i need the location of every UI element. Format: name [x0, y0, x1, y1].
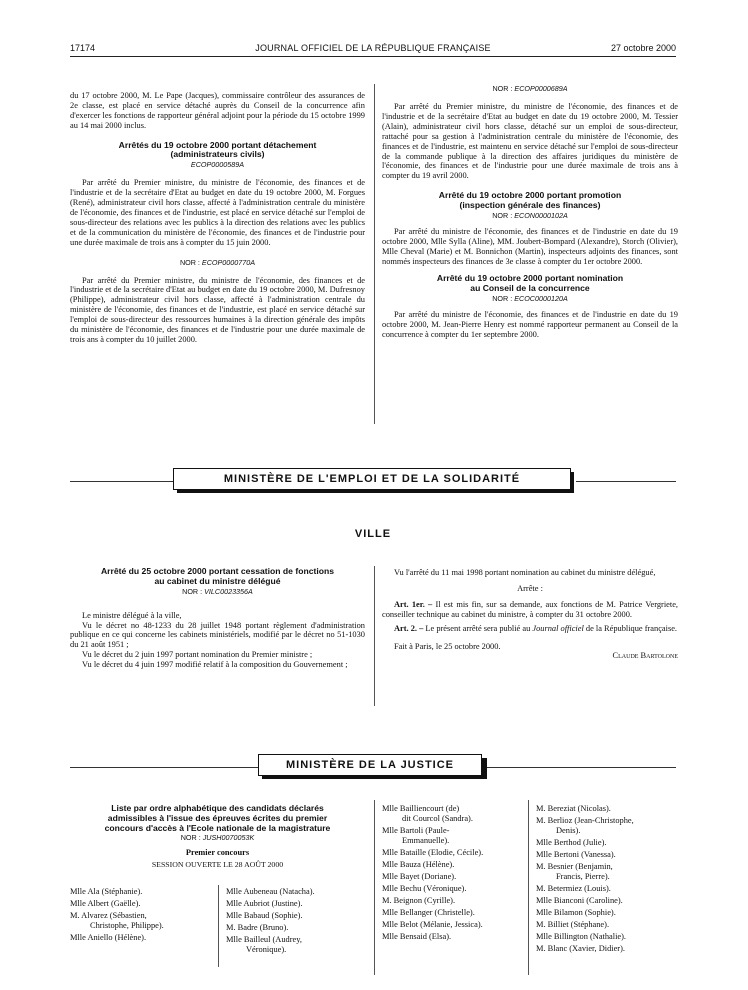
- candidate-entry: [382, 872, 522, 882]
- nor-reference: [382, 211, 678, 221]
- candidate-name-continued: Véronique).: [246, 945, 287, 954]
- candidate-entry: [70, 933, 210, 943]
- nor-reference: [70, 160, 365, 170]
- candidate-entry: [226, 923, 371, 933]
- candidate-name: Mlle Ala (Stéphanie).: [70, 887, 143, 896]
- nor-label: NOR :: [492, 210, 513, 220]
- candidate-entry: [226, 935, 371, 955]
- nor-label: NOR :: [182, 586, 203, 596]
- candidate-name-continued: Christophe, Philippe).: [90, 921, 164, 930]
- candidate-name: Mlle Bechu (Véronique).: [382, 884, 467, 893]
- candidate-entry: [70, 887, 210, 897]
- issue-date: 27 octobre 2000: [610, 43, 676, 53]
- decree-heading-line1: Arrêté du 19 octobre 2000 portant promotion: [438, 190, 622, 201]
- list-divider: [218, 885, 219, 967]
- nor-code: ECOP0000770A: [201, 257, 256, 267]
- candidate-entry: [382, 860, 522, 870]
- candidate-name: Mlle Bellanger (Christelle).: [382, 908, 475, 917]
- candidate-list-col3: [382, 804, 522, 944]
- rule-left: [70, 481, 173, 482]
- candidate-name: M. Alvarez (Sébastien,: [70, 911, 147, 920]
- candidate-name-continued: dit Courcol (Sandra).: [402, 814, 473, 823]
- nor-code: ECOP0000689A: [514, 84, 568, 93]
- candidate-entry: [536, 932, 678, 942]
- candidate-entry: [536, 850, 678, 860]
- article-1: [382, 600, 678, 620]
- article-label: Art. 1er. –: [394, 599, 433, 609]
- list-heading-line2: admissibles à l'issue des épreuves écrites du premier: [107, 812, 328, 823]
- candidate-name: Mlle Bataille (Elodie, Cécile).: [382, 848, 484, 857]
- candidate-name-continued: Denis).: [556, 826, 581, 835]
- intro-paragraph: du 17 octobre 2000, M. Le Pape (Jacques), commissaire contrôleur des assurances de 2e classe, est placé en service détaché auprès du Conseil de la concurrence afin d'exercer les fonctions de rapporteur général adjoint pour la période du 15 octobre 1999 au 14 mai 2000 inclus.: [70, 91, 365, 130]
- candidate-name: Mlle Bertoni (Vanessa).: [536, 850, 616, 859]
- candidate-name: M. Berlioz (Jean-Christophe,: [536, 816, 634, 825]
- candidate-name: Mlle Aniello (Hélène).: [70, 933, 147, 942]
- list-heading-line1: Liste par ordre alphabétique des candidats déclarés: [111, 803, 324, 813]
- article-text: Il est mis fin, sur sa demande, aux fonctions de M. Patrice Vergriete, conseiller technique au cabinet du ministre, à compter du 31 octobre 2000.: [382, 599, 679, 619]
- candidate-entry: [70, 899, 210, 909]
- candidate-name: Mlle Bensaid (Elsa).: [382, 932, 452, 941]
- candidate-entry: [536, 838, 678, 848]
- decree-paragraph: Par arrêté du ministre de l'économie, des finances et de l'industrie en date du 19 octobre 2000, M. Jean-Pierre Henry est nommé rapporteur permanent au Conseil de la concurrence à compter du 1er septembre 2000.: [382, 310, 678, 339]
- signing-place-date: Fait à Paris, le 25 octobre 2000.: [394, 641, 501, 651]
- candidate-entry: [382, 896, 522, 906]
- decree-paragraph: Par arrêté du ministre de l'économie, des finances et de l'industrie en date du 19 octobre 2000, Mlle Sylla (Aline), MM. Joubert-Bompard (Alexandre), Storch (Olivier), Mlle Cheval (Marie) et M. Bonnichon (Martin), inspecteurs adjoints des finances, sont nommés inspecteurs des finances de 3e classe à compter du 1er octobre 2000.: [382, 226, 678, 266]
- page-header: [70, 38, 676, 54]
- candidate-entry: [536, 896, 678, 906]
- candidate-entry: [382, 920, 522, 930]
- decree-heading-line1: Arrêtés du 19 octobre 2000 portant détachement: [118, 139, 317, 150]
- nor-code: ECOP0000589A: [190, 160, 245, 170]
- nor-reference: [382, 294, 678, 304]
- nor-reference: [70, 833, 365, 843]
- candidate-entry: [226, 887, 371, 897]
- decree-paragraph: Par arrêté du Premier ministre, du ministre de l'économie, des finances et de l'industrie et de la secrétaire d'Etat au budget en date du 19 octobre 2000, M. Tessier (Alain), administrateur civil hors classe, détaché sur un emploi de sous-directeur, rattaché pour sa gestion à l'administration centrale du ministère de l'économie, des finances et de l'industrie, est maintenu en service détaché sur l'emploi de sous-directeur de la commande publique à la direction des affaires juridiques du ministère de l'économie, des finances et de l'industrie pour une durée maximale de trois ans à compter du 19 avril 2000.: [382, 102, 678, 181]
- column-divider: [374, 566, 375, 706]
- decree-paragraph: Par arrêté du Premier ministre, du ministre de l'économie, des finances et de l'industrie et de la secrétaire d'Etat au budget en date du 19 octobre 2000, M. Dufresnoy (Philippe), administrateur civil hors classe, affecté à l'administration centrale du ministère de l'économie, des finances et de l'industrie, est placé en service détaché sur l'emploi de sous-directeur des ressources humaines à la direction générale des impôts du ministère de l'économie, des finances et de l'industrie pour une durée maximale de trois ans à compter du 10 juillet 2000.: [70, 275, 365, 344]
- nor-reference: [70, 587, 365, 597]
- candidate-name: Mlle Bilamon (Sophie).: [536, 908, 616, 917]
- candidate-entry: [536, 884, 678, 894]
- article-text: de la République française.: [583, 623, 678, 633]
- section-title: VILLE: [354, 528, 392, 540]
- candidate-name: Mlle Aubriot (Justine).: [226, 899, 303, 908]
- candidate-entry: [226, 911, 371, 921]
- candidate-name: Mlle Berthod (Julie).: [536, 838, 607, 847]
- candidate-name: Mlle Bianconi (Caroline).: [536, 896, 623, 905]
- list-divider: [528, 800, 529, 975]
- candidate-entry: [382, 848, 522, 858]
- candidate-entry: [226, 899, 371, 909]
- candidate-name: M. Blanc (Xavier, Didier).: [536, 944, 625, 953]
- nor-label: NOR :: [492, 294, 513, 304]
- arrete-label: Arrête :: [517, 583, 543, 593]
- decree-heading-line2: au cabinet du ministre délégué: [154, 575, 281, 586]
- list-heading-line3: concours d'accès à l'Ecole nationale de la magistrature: [104, 822, 331, 833]
- article-label: Art. 2. –: [394, 623, 424, 633]
- decree-paragraph: Vu le décret du 2 juin 1997 portant nomination du Premier ministre ;: [82, 650, 313, 660]
- candidate-name: M. Badre (Bruno).: [226, 923, 289, 932]
- nor-label: NOR :: [180, 833, 201, 843]
- decree-heading-line2: (inspection générale des finances): [459, 200, 601, 211]
- candidate-name: Mlle Aubeneau (Natacha).: [226, 887, 315, 896]
- candidate-name: Mlle Bailleul (Audrey,: [226, 935, 302, 944]
- candidate-name: M. Betermiez (Louis).: [536, 884, 611, 893]
- candidate-entry: [382, 908, 522, 918]
- ville-left-column: [70, 567, 365, 670]
- candidate-entry: [536, 816, 678, 836]
- candidate-entry: [536, 862, 678, 882]
- nor-code: ECOC0000120A: [514, 294, 568, 304]
- ministry-title-box: MINISTÈRE DE LA JUSTICE: [258, 754, 482, 776]
- nor-label: NOR :: [492, 84, 513, 93]
- concours-title: Premier concours: [185, 848, 250, 858]
- candidate-name: M. Bereziat (Nicolas).: [536, 804, 611, 813]
- candidate-name-continued: Francis, Pierre).: [556, 872, 610, 881]
- rule-right: [486, 767, 676, 768]
- candidate-name: Mlle Albert (Gaëlle).: [70, 899, 141, 908]
- page-number: 17174: [70, 43, 96, 53]
- candidate-entry: [536, 920, 678, 930]
- candidate-name: Mlle Billington (Nathalie).: [536, 932, 627, 941]
- candidate-name: M. Besnier (Benjamin,: [536, 862, 613, 871]
- session-title: SESSION OUVERTE LE 28 AOÛT 2000: [151, 860, 284, 870]
- candidate-entry: [536, 804, 678, 814]
- candidate-list-col1: [70, 887, 210, 945]
- column-divider: [374, 84, 375, 424]
- decree-heading-line1: Arrêté du 25 octobre 2000 portant cessation de fonctions: [100, 566, 335, 576]
- candidate-name: Mlle Bayet (Doriane).: [382, 872, 457, 881]
- article-text: Le présent arrêté sera publié au: [425, 623, 533, 633]
- decree-paragraph: Vu l'arrêté du 11 mai 1998 portant nomination au cabinet du ministre délégué,: [394, 568, 656, 577]
- candidate-entry: [536, 944, 678, 954]
- justice-header: [70, 804, 365, 870]
- candidate-name: M. Billiet (Stéphane).: [536, 920, 610, 929]
- ministry-title-box: MINISTÈRE DE L'EMPLOI ET DE LA SOLIDARITÉ: [173, 468, 571, 490]
- candidate-name: Mlle Bartoli (Paule-: [382, 826, 450, 835]
- journal-title: JOURNAL OFFICIEL DE LA RÉPUBLIQUE FRANÇAISE: [255, 43, 491, 53]
- decree-paragraph: Par arrêté du Premier ministre, du ministre de l'économie, des finances et de l'industrie et de la secrétaire d'Etat au budget en date du 19 octobre 2000, M. Forgues (René), administrateur civil hors classe, affecté à l'administration centrale du ministère de l'économie, des finances et de l'industrie, est placé en service détaché sur l'emploi de sous-directeur des relations avec les publics à la direction des relations avec les publics et de la communication du ministère de l'économie, des finances et de l'industrie pour une durée maximale de trois ans à compter du 15 juin 2000.: [70, 178, 365, 247]
- article-2: [382, 624, 678, 634]
- candidate-entry: [70, 911, 210, 931]
- nor-code: ECON0000102A: [514, 210, 568, 220]
- rule-right: [576, 481, 676, 482]
- candidate-name: Mlle Babaud (Sophie).: [226, 911, 303, 920]
- candidate-name: Mlle Bailliencourt (de): [382, 804, 460, 813]
- header-rule: [70, 56, 676, 57]
- decree-heading-line1: Arrêté du 19 octobre 2000 portant nomination: [436, 273, 624, 284]
- candidate-name: M. Beignon (Cyrille).: [382, 896, 456, 905]
- top-left-column: [70, 91, 365, 345]
- column-divider: [374, 800, 375, 975]
- candidate-entry: [382, 884, 522, 894]
- candidate-entry: [382, 804, 522, 824]
- candidate-name: Mlle Bauza (Hélène).: [382, 860, 455, 869]
- decree-paragraph: Vu le décret du 4 juin 1997 modifié relatif à la composition du Gouvernement ;: [82, 660, 348, 670]
- candidate-entry: [382, 826, 522, 846]
- decree-paragraph: Le ministre délégué à la ville,: [82, 610, 182, 620]
- decree-heading-line2: (administrateurs civils): [170, 149, 265, 160]
- signature: Claude Bartolone: [612, 651, 678, 661]
- candidate-entry: [382, 932, 522, 942]
- nor-reference: [382, 84, 678, 94]
- candidate-entry: [536, 908, 678, 918]
- candidate-list-col4: [536, 804, 678, 956]
- nor-reference: [70, 258, 365, 268]
- candidate-name-continued: Emmanuelle).: [402, 836, 450, 845]
- nor-code: JUSH0070053K: [202, 833, 255, 843]
- journal-reference: Journal officiel: [532, 623, 584, 633]
- decree-heading-line2: au Conseil de la concurrence: [470, 283, 590, 294]
- decree-paragraph: Vu le décret no 48-1233 du 28 juillet 1948 portant règlement d'administration publique en ce qui concerne les cabinets ministériels, modifié par le décret no 51-1030 du 21 août 1951 ;: [70, 620, 365, 650]
- ville-right-column: [382, 568, 678, 661]
- rule-left: [70, 767, 258, 768]
- candidate-name: Mlle Belot (Mélanie, Jessica).: [382, 920, 483, 929]
- top-right-column: [382, 84, 678, 340]
- candidate-list-col2: [226, 887, 371, 957]
- nor-code: VILC0023356A: [204, 586, 253, 596]
- nor-label: NOR :: [179, 257, 200, 267]
